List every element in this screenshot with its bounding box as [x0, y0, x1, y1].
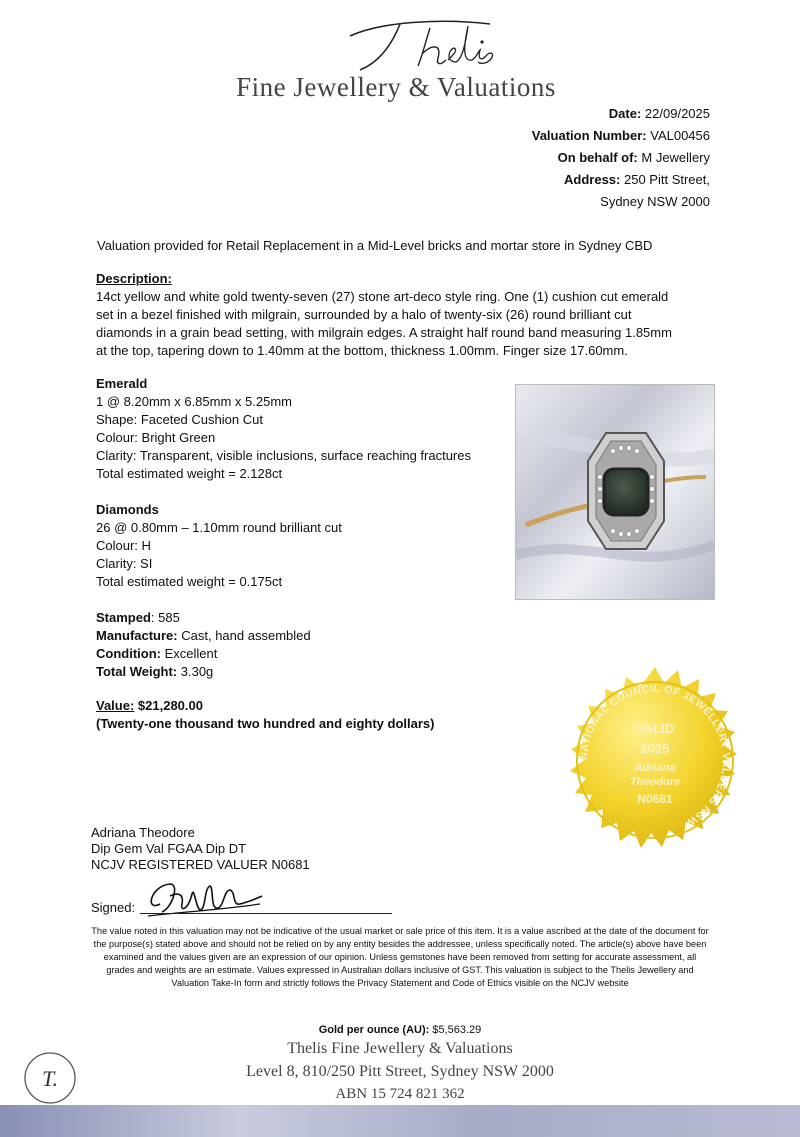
- valuer-block: [91, 825, 310, 873]
- valuation-number-row: [532, 125, 710, 147]
- description-heading: [96, 270, 172, 288]
- address-row-2: [532, 191, 710, 213]
- stamped-row: [96, 609, 311, 627]
- diamonds-section: [96, 501, 342, 591]
- gold-price: [0, 1024, 800, 1036]
- seal-line: Adriana: [634, 762, 676, 774]
- ring-photo: [515, 384, 715, 600]
- stamped-value: : 585: [150, 610, 180, 625]
- weight-value: 3.30g: [180, 664, 214, 679]
- valuer-qualifications: Dip Gem Val FGAA Dip DT: [91, 841, 247, 856]
- behalf-row: [532, 147, 710, 169]
- value-section: [96, 697, 434, 733]
- details-section: [96, 609, 311, 681]
- condition-row: [96, 645, 311, 663]
- company-subtitle: [0, 72, 800, 103]
- address-line1: 250 Pitt Street,: [624, 172, 710, 187]
- gold-price-label: Gold per ounce (AU):: [318, 1024, 430, 1036]
- stamped-label: Stamped: [96, 610, 151, 625]
- seal-line: Theodore: [629, 776, 681, 788]
- diamonds-line: Clarity: SI: [96, 556, 153, 571]
- manufacture-label: Manufacture:: [96, 628, 178, 643]
- diamonds-line: Colour: H: [96, 538, 151, 553]
- weight-label: Total Weight:: [96, 664, 178, 679]
- emerald-heading: Emerald: [96, 376, 148, 391]
- manufacture-value: Cast, hand assembled: [181, 628, 311, 643]
- ncjv-gold-seal: [560, 665, 750, 855]
- emerald-line: Total estimated weight = 2.128ct: [96, 466, 283, 481]
- description-heading-text: Description:: [96, 271, 172, 286]
- header-info: [532, 103, 710, 213]
- value-amount: $21,280.00: [137, 698, 203, 713]
- description-line: set in a bezel finished with milgrain, surrounded by a halo of twenty-six (26) round brilliant cut: [96, 307, 632, 322]
- diamonds-line: Total estimated weight = 0.175ct: [96, 574, 283, 589]
- monogram-letter: T.: [41, 1066, 59, 1091]
- emerald-line: Shape: Faceted Cushion Cut: [96, 412, 263, 427]
- seal-ring-text: NATIONAL COUNCIL OF JEWELLERY VALUERS NSW: [577, 682, 733, 829]
- manufacture-row: [96, 627, 311, 645]
- footer-abn: ABN 15 724 821 362: [335, 1086, 465, 1102]
- emerald-section: [96, 375, 471, 483]
- diamonds-heading: Diamonds: [96, 502, 159, 517]
- value-row: [96, 697, 434, 715]
- date-row: [532, 103, 710, 125]
- signature: [140, 874, 270, 922]
- gold-price-value: $5,563.29: [432, 1024, 482, 1036]
- behalf-value: M Jewellery: [641, 150, 710, 165]
- date-value: 22/09/2025: [644, 106, 710, 121]
- signature-line: [140, 913, 392, 914]
- bottom-edge-band: [0, 1105, 800, 1137]
- footer-company: Thelis Fine Jewellery & Valuations: [287, 1040, 513, 1057]
- valuation-number-value: VAL00456: [650, 128, 710, 143]
- weight-row: [96, 663, 311, 681]
- monogram-logo: [22, 1050, 78, 1106]
- description-line: at the top, tapering down to 1.40mm at the bottom, thickness 1.00mm. Finger size 17.60mm.: [96, 343, 628, 358]
- description-line: 14ct yellow and white gold twenty-seven (27) stone art-deco style ring. One (1) cushion cut emerald: [96, 289, 669, 304]
- emerald-line: 1 @ 8.20mm x 6.85mm x 5.25mm: [96, 394, 292, 409]
- address-label: Address:: [564, 172, 621, 187]
- emerald-line: Clarity: Transparent, visible inclusions, surface reaching fractures: [96, 448, 471, 463]
- valuation-purpose: Valuation provided for Retail Replacement in a Mid-Level bricks and mortar store in Sydney CBD: [97, 238, 653, 253]
- seal-line: N0681: [637, 792, 673, 806]
- diamonds-line: 26 @ 0.80mm – 1.10mm round brilliant cut: [96, 520, 342, 535]
- seal-line: 2025: [640, 741, 670, 756]
- seal-line: VALID: [635, 721, 675, 736]
- condition-label: Condition:: [96, 646, 161, 661]
- valuation-number-label: Valuation Number:: [531, 128, 647, 143]
- disclaimer: The value noted in this valuation may not be indicative of the usual market or sale price of this item. It is a value ascribed at the date of the document for the purpose(s) stated above and should not be relied on by any entity besides the addressee, unless specifically noted. The article(s) above have been examined and the values given are an expression of our opinion. Unless gemstones have been removed from setting for accurate assessment, all grades and weights are an estimate. Values expressed in Australian dollars inclusive of GST. This valuation is subject to the Thelis Jewellery and Valuation Take-In form and strictly follows the Privacy Statement and Code of Ethics visible on the NCJV website: [91, 926, 709, 988]
- subtitle-text: Fine Jewellery & Valuations: [236, 72, 556, 102]
- date-label: Date:: [608, 106, 642, 121]
- emerald-line: Colour: Bright Green: [96, 430, 216, 445]
- valuer-name: Adriana Theodore: [91, 825, 195, 840]
- thelis-script-logo: [330, 14, 510, 76]
- value-words: (Twenty-one thousand two hundred and eighty dollars): [96, 716, 435, 731]
- condition-value: Excellent: [164, 646, 218, 661]
- value-label: Value:: [96, 698, 135, 713]
- description-line: diamonds in a grain bead setting, with milgrain edges. A straight half round band measuring 1.85mm: [96, 325, 672, 340]
- signed-label: Signed:: [91, 900, 136, 915]
- address-row: [532, 169, 710, 191]
- behalf-label: On behalf of:: [557, 150, 638, 165]
- description-body: [96, 288, 716, 360]
- valuer-registration: NCJV REGISTERED VALUER N0681: [91, 857, 310, 872]
- address-line2: Sydney NSW 2000: [600, 194, 710, 209]
- footer-address: Level 8, 810/250 Pitt Street, Sydney NSW 2000: [246, 1063, 554, 1080]
